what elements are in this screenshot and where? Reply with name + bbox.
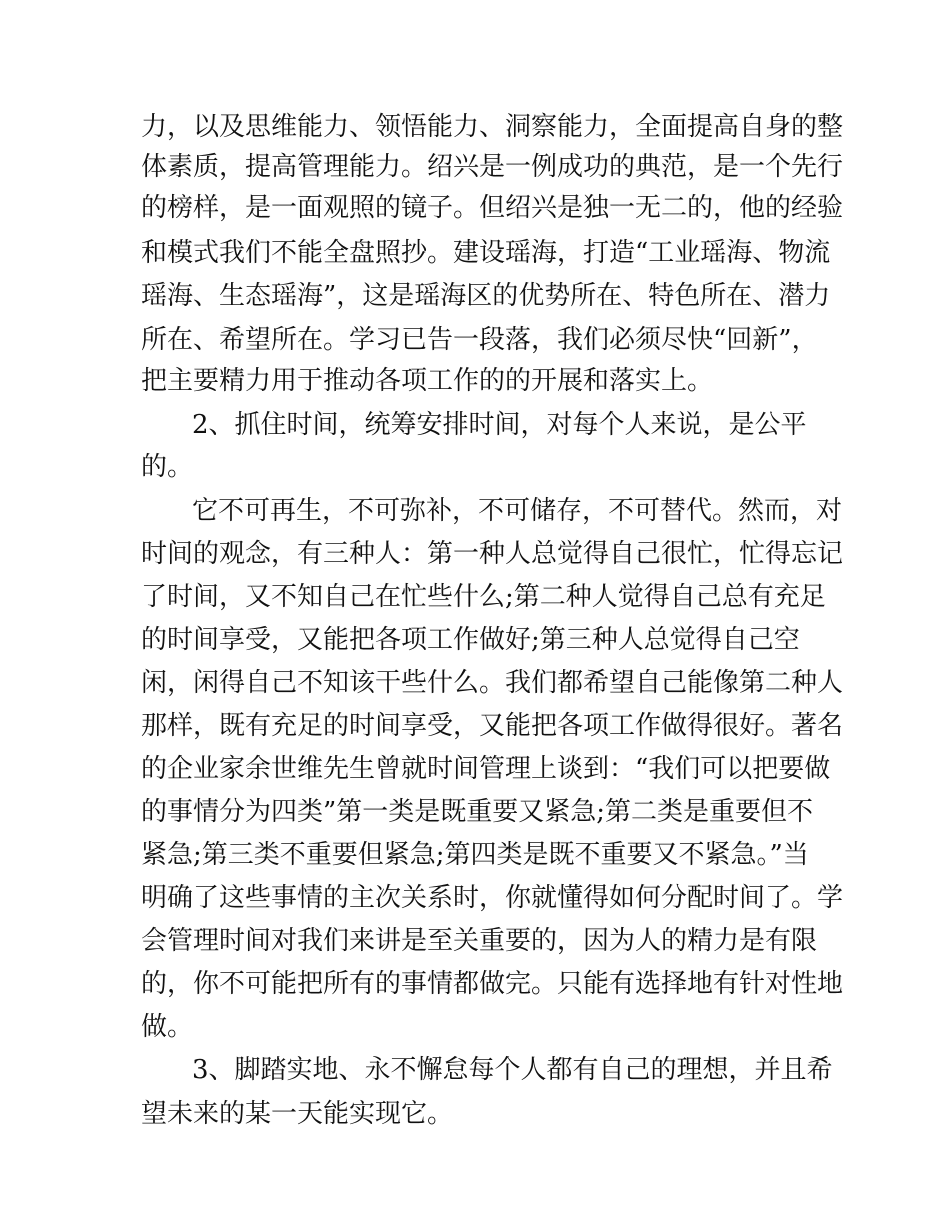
text-line: 了时间，又不知自己在忙些什么;第二种人觉得自己总有充足 <box>141 582 826 612</box>
text-line: 明确了这些事情的主次关系时，你就懂得如何分配时间了。学 <box>141 883 844 913</box>
text-line: 的榜样，是一面观照的镜子。但绍兴是独一无二的，他的经验 <box>141 193 844 223</box>
text-line: 的时间享受，又能把各项工作做好;第三种人总觉得自己空 <box>141 625 800 655</box>
text-line: 会管理时间对我们来讲是至关重要的，因为人的精力是有限 <box>141 926 818 956</box>
text-line: 做。 <box>141 1012 194 1042</box>
text-line: 的，你不可能把所有的事情都做完。只能有选择地有针对性地 <box>141 969 844 999</box>
paragraph-start: 它不可再生，不可弥补，不可储存，不可替代。然而，对 <box>192 496 843 526</box>
text-line: 力，以及思维能力、领悟能力、洞察能力，全面提高自身的整 <box>141 112 844 142</box>
text-line: 那样，既有充足的时间享受，又能把各项工作做得很好。著名 <box>141 711 844 741</box>
text-line: 时间的观念，有三种人：第一种人总觉得自己很忙，忙得忘记 <box>141 539 844 569</box>
text-line: 所在、希望所在。学习已告一段落，我们必须尽快“回新”， <box>141 325 818 355</box>
text-line: 望未来的某一天能实现它。 <box>141 1099 454 1129</box>
text-line: 的事情分为四类”第一类是既重要又紧急;第二类是重要但不 <box>141 797 814 827</box>
text-line: 闲，闲得自己不知该干些什么。我们都希望自己能像第二种人 <box>141 668 844 698</box>
text-line: 体素质，提高管理能力。绍兴是一例成功的典范，是一个先行 <box>141 152 844 182</box>
text-line: 的。 <box>141 452 194 482</box>
text-line: 和模式我们不能全盘照抄。建设瑶海，打造“工业瑶海、物流 <box>141 238 831 268</box>
text-line: 紧急;第三类不重要但紧急;第四类是既不重要又不紧急。”当 <box>141 840 809 870</box>
section-heading-3: 3、脚踏实地、永不懈怠每个人都有自己的理想，并且希 <box>192 1055 833 1085</box>
text-line: 的企业家余世维先生曾就时间管理上谈到：“我们可以把要做 <box>141 754 831 784</box>
section-heading-2: 2、抓住时间，统筹安排时间，对每个人来说，是公平 <box>192 410 807 440</box>
text-line: 把主要精力用于推动各项工作的的开展和落实上。 <box>141 366 714 396</box>
text-line: 瑶海、生态瑶海”，这是瑶海区的优势所在、特色所在、潜力 <box>141 281 831 311</box>
